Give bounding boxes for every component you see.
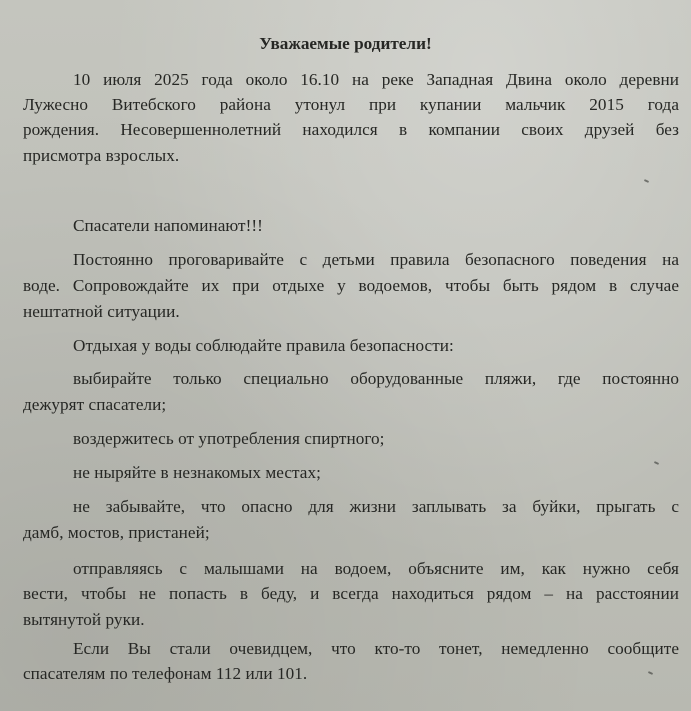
rescuers-heading: Спасатели напоминают!!! bbox=[73, 216, 263, 235]
paper-speck bbox=[654, 461, 659, 465]
incident-line-4: присмотра взрослых. bbox=[23, 146, 180, 165]
rule-buoys-line-1: не забывайте, что опасно для жизни заплывать за буйки, прыгать с bbox=[73, 497, 679, 516]
incident-line-1: 10 июля 2025 года около 16.10 на реке Западная Двина около деревни bbox=[73, 70, 679, 89]
paper-speck bbox=[644, 179, 649, 183]
paper-speck bbox=[648, 671, 653, 675]
rule-kids-line-3: вытянутой руки. bbox=[23, 610, 145, 629]
rule-beaches-line-1: выбирайте только специально оборудованные пляжи, где постоянно bbox=[73, 369, 679, 388]
safety-rules-intro: Отдыхая у воды соблюдайте правила безопасности: bbox=[73, 336, 454, 355]
emergency-line-1: Если Вы стали очевидцем, что кто-то тонет, немедленно сообщите bbox=[73, 639, 679, 658]
advice-line-1: Постоянно проговаривайте с детьми правила безопасного поведения на bbox=[73, 250, 679, 269]
notice-title: Уважаемые родители! bbox=[259, 34, 432, 53]
advice-line-3: нештатной ситуации. bbox=[23, 302, 180, 321]
rule-kids-line-2: вести, чтобы не попасть в беду, и всегда находиться рядом – на расстоянии bbox=[23, 584, 679, 603]
rule-kids-line-1: отправляясь с малышами на водоем, объясните им, как нужно себя bbox=[73, 559, 679, 578]
rule-alcohol: воздержитесь от употребления спиртного; bbox=[73, 429, 385, 448]
emergency-line-2: спасателям по телефонам 112 или 101. bbox=[23, 664, 308, 683]
advice-line-2: воде. Сопровождайте их при отдыхе у водоемов, чтобы быть рядом в случае bbox=[23, 276, 679, 295]
rule-diving: не ныряйте в незнакомых местах; bbox=[73, 463, 321, 482]
rule-buoys-line-2: дамб, мостов, пристаней; bbox=[23, 523, 210, 542]
rule-beaches-line-2: дежурят спасатели; bbox=[23, 395, 167, 414]
incident-line-2: Лужесно Витебского района утонул при купании мальчик 2015 года bbox=[23, 95, 679, 114]
incident-line-3: рождения. Несовершеннолетний находился в компании своих друзей без bbox=[23, 120, 679, 139]
